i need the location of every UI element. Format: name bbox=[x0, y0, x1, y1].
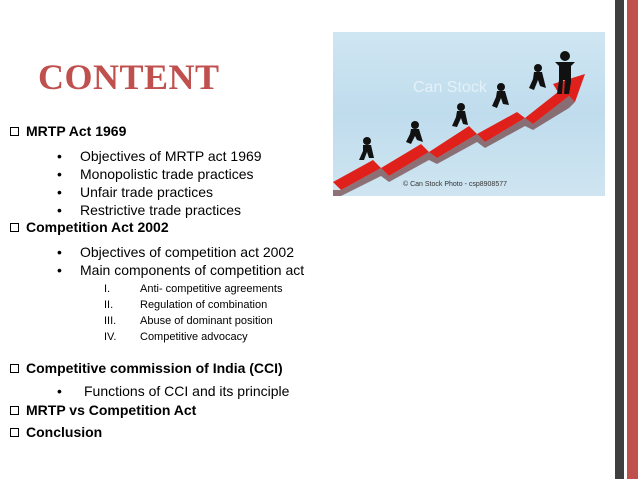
section-heading: MRTP Act 1969 bbox=[26, 123, 127, 139]
bullet-icon: • bbox=[57, 244, 62, 260]
bullet-icon: • bbox=[57, 148, 62, 164]
bullet-icon: • bbox=[57, 184, 62, 200]
section-heading: Competitive commission of India (CCI) bbox=[26, 360, 283, 376]
sub-list-item: Anti- competitive agreements bbox=[140, 283, 283, 295]
roman-numeral: III. bbox=[104, 315, 117, 327]
checkbox-bullet-icon bbox=[10, 428, 19, 437]
checkbox-bullet-icon bbox=[10, 406, 19, 415]
roman-numeral: I. bbox=[104, 283, 111, 295]
sub-list-item: Competitive advocacy bbox=[140, 331, 248, 343]
bullet-icon: • bbox=[57, 262, 62, 278]
decor-stripe-red bbox=[627, 0, 638, 479]
roman-numeral: II. bbox=[104, 299, 114, 311]
photo-credit: © Can Stock Photo - csp8908577 bbox=[403, 181, 507, 188]
photo-graphic bbox=[333, 32, 605, 196]
list-item: Objectives of MRTP act 1969 bbox=[80, 148, 262, 164]
stock-photo-climbing-arrow bbox=[333, 32, 605, 196]
list-item: Functions of CCI and its principle bbox=[84, 383, 290, 399]
list-item: Objectives of competition act 2002 bbox=[80, 244, 295, 260]
bullet-icon: • bbox=[57, 166, 62, 182]
section-heading: MRTP vs Competition Act bbox=[26, 402, 197, 418]
roman-numeral: IV. bbox=[104, 331, 117, 343]
decor-stripe-dark bbox=[615, 0, 624, 479]
slide-title: CONTENT bbox=[38, 57, 220, 97]
section-heading: Competition Act 2002 bbox=[26, 219, 169, 235]
list-item: Restrictive trade practices bbox=[80, 202, 242, 218]
checkbox-bullet-icon bbox=[10, 223, 19, 232]
checkbox-bullet-icon bbox=[10, 127, 19, 136]
list-item: Unfair trade practices bbox=[80, 184, 214, 200]
bullet-icon: • bbox=[57, 383, 62, 399]
section-heading: Conclusion bbox=[26, 424, 103, 440]
checkbox-bullet-icon bbox=[10, 364, 19, 373]
sub-list-item: Regulation of combination bbox=[140, 299, 268, 311]
photo-watermark: Can Stock bbox=[413, 79, 487, 96]
bullet-icon: • bbox=[57, 202, 62, 218]
sub-list-item: Abuse of dominant position bbox=[140, 315, 273, 327]
list-item: Main components of competition act bbox=[80, 262, 305, 278]
list-item: Monopolistic trade practices bbox=[80, 166, 254, 182]
